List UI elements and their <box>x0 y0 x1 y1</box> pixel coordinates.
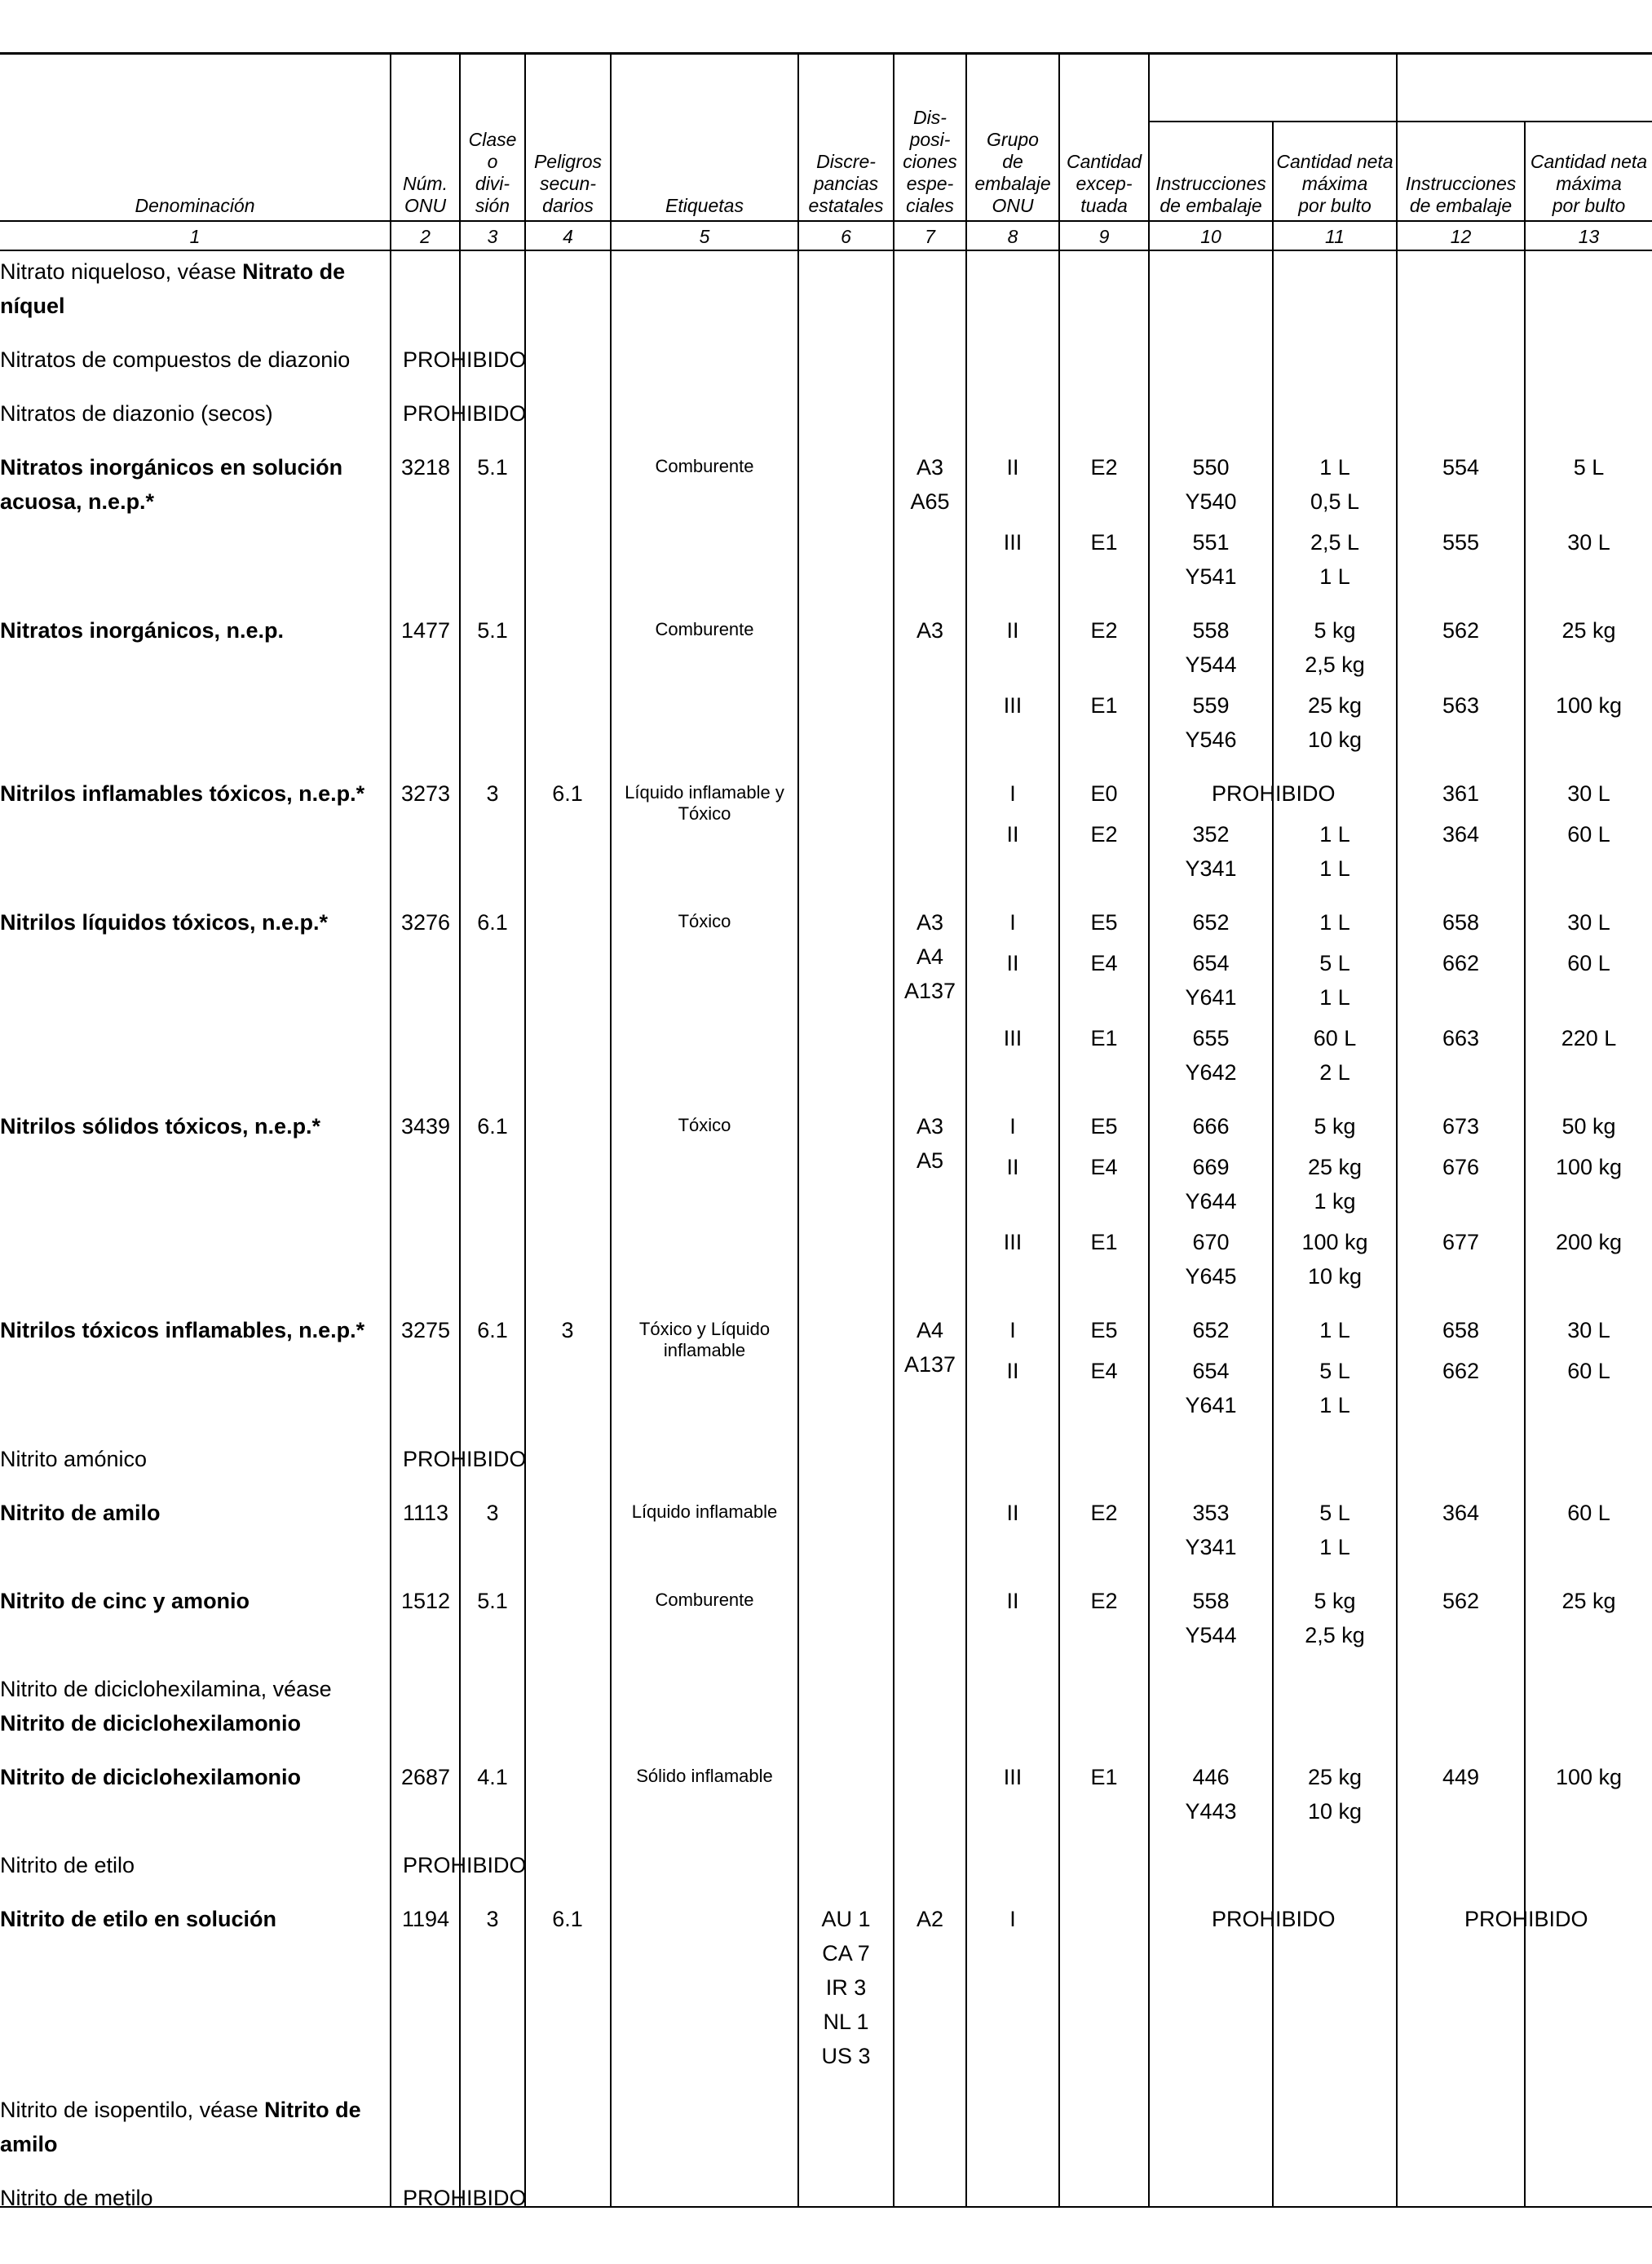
cargo-packing-instruction: 677 <box>1442 1230 1480 1254</box>
column-header-instrucciones-pasajeros: Instrucciones de embalaje <box>1155 173 1266 216</box>
pax-max-net-quantity: 5 kg <box>1314 618 1356 643</box>
pax-max-net-quantity: 1 L <box>1319 564 1350 589</box>
cargo-packing-instruction: 658 <box>1442 910 1480 935</box>
excepted-quantity: E1 <box>1090 530 1118 555</box>
hazard-label: Líquido inflamable <box>631 1501 778 1522</box>
cargo-max-net-quantity: 30 L <box>1567 781 1610 806</box>
pax-max-net-quantity: 10 kg <box>1307 1264 1363 1289</box>
class-division: 5.1 <box>477 455 508 480</box>
column-header-clase: Clase o divi- sión <box>468 129 517 216</box>
column-number-13: 13 <box>1578 226 1600 247</box>
packing-group: III <box>1003 693 1023 718</box>
special-provision: A3 <box>916 455 944 480</box>
pax-packing-instruction: 654 <box>1192 951 1230 975</box>
cargo-packing-instruction: 449 <box>1442 1765 1480 1789</box>
un-number: 3276 <box>400 910 451 935</box>
packing-group: I <box>1009 910 1016 935</box>
state-variation: US 3 <box>821 2044 871 2068</box>
column-header-etiquetas: Etiquetas <box>665 195 744 216</box>
hazard-label: Tóxico <box>678 911 731 931</box>
packing-group: I <box>1009 781 1016 806</box>
prohibido-label: PROHIBIDO <box>403 1447 527 1471</box>
entry-name: Nitrito de etilo <box>0 1853 135 1877</box>
pax-packing-instruction: 669 <box>1192 1155 1230 1179</box>
column-header-cantidad-neta-pasajeros: Cantidad neta máxima por bulto <box>1276 151 1394 216</box>
pax-max-net-quantity: 1 L <box>1319 455 1350 480</box>
cargo-packing-instruction: 562 <box>1442 1589 1480 1613</box>
pax-max-net-quantity: 1 kg <box>1314 1189 1356 1214</box>
excepted-quantity: E2 <box>1090 455 1118 480</box>
pax-max-net-quantity: 0,5 L <box>1310 489 1360 514</box>
excepted-quantity: E5 <box>1090 910 1118 935</box>
excepted-quantity: E1 <box>1090 693 1118 718</box>
special-provision: A3 <box>916 1114 944 1139</box>
pax-packing-instruction: 550 <box>1192 455 1230 480</box>
pax-max-net-quantity: 1 L <box>1319 1393 1350 1417</box>
prohibido-label: PROHIBIDO <box>1464 1907 1588 1931</box>
pax-packing-instruction: Y540 <box>1185 489 1237 514</box>
header-bottom-rule <box>0 220 1652 222</box>
prohibido-label: PROHIBIDO <box>403 401 527 426</box>
group-header-passenger <box>1150 64 1396 114</box>
entry-name: Nitrito de metilo <box>0 2186 153 2210</box>
special-provision: A4 <box>916 1318 944 1342</box>
entry-name: Nitrito amónico <box>0 1447 148 1471</box>
pax-packing-instruction: 559 <box>1192 693 1230 718</box>
packing-group: I <box>1009 1114 1016 1139</box>
column-number-7: 7 <box>925 226 935 247</box>
packing-group: II <box>1006 455 1019 480</box>
class-division: 3 <box>486 1907 499 1931</box>
packing-group: I <box>1009 1318 1016 1342</box>
packing-group: II <box>1006 1155 1019 1179</box>
state-variation: CA 7 <box>822 1941 870 1966</box>
pax-packing-instruction: 652 <box>1192 910 1230 935</box>
packing-group: III <box>1003 530 1023 555</box>
cargo-packing-instruction: 662 <box>1442 1359 1480 1383</box>
pax-max-net-quantity: 10 kg <box>1307 1799 1363 1824</box>
cargo-packing-instruction: 673 <box>1442 1114 1480 1139</box>
un-number: 3273 <box>400 781 451 806</box>
special-provision: A137 <box>903 979 956 1003</box>
column-header-disposiciones-especiales: Dis- posi- ciones espe- ciales <box>903 107 957 216</box>
column-number-3: 3 <box>487 226 498 247</box>
entry-name: Nitrito de diciclohexilamonio <box>0 1765 302 1789</box>
pax-packing-instruction: 446 <box>1192 1765 1230 1789</box>
cargo-max-net-quantity: 60 L <box>1567 1359 1610 1383</box>
column-divider <box>524 55 526 2206</box>
column-header-peligros-secundarios: Peligros secun- darios <box>533 151 603 216</box>
excepted-quantity: E2 <box>1090 822 1118 847</box>
pax-packing-instruction: Y544 <box>1185 652 1237 677</box>
pax-packing-instruction: Y541 <box>1185 564 1237 589</box>
pax-max-net-quantity: 60 L <box>1313 1026 1357 1050</box>
hazard-label: Tóxico y Líquido inflamable <box>638 1319 771 1360</box>
packing-group: III <box>1003 1765 1023 1789</box>
subsidiary-hazard: 6.1 <box>552 781 583 806</box>
un-number: 3218 <box>400 455 451 480</box>
pax-max-net-quantity: 2,5 kg <box>1305 1623 1365 1647</box>
prohibido-label: PROHIBIDO <box>403 1853 527 1877</box>
excepted-quantity: E4 <box>1090 1359 1118 1383</box>
column-header-discrepancias: Discre- pancias estatales <box>808 151 884 216</box>
special-provision: A2 <box>916 1907 944 1931</box>
special-provision: A65 <box>910 489 950 514</box>
subsidiary-hazard: 6.1 <box>552 1907 583 1931</box>
column-number-11: 11 <box>1325 226 1345 247</box>
un-number: 1477 <box>400 618 451 643</box>
cargo-max-net-quantity: 60 L <box>1567 951 1610 975</box>
packing-group: II <box>1006 1501 1019 1525</box>
pax-packing-instruction: 654 <box>1192 1359 1230 1383</box>
group-header-rule <box>1148 121 1652 122</box>
column-header-denominacion: Denominación <box>135 195 255 216</box>
pax-packing-instruction: Y641 <box>1185 985 1237 1010</box>
prohibido-label: PROHIBIDO <box>1212 781 1336 806</box>
packing-group: II <box>1006 822 1019 847</box>
class-division: 3 <box>486 1501 499 1525</box>
pax-packing-instruction: 670 <box>1192 1230 1230 1254</box>
excepted-quantity: E5 <box>1090 1318 1118 1342</box>
entry-name: Nitratos de compuestos de diazonio <box>0 347 351 372</box>
entry-name: Nitrilos líquidos tóxicos, n.e.p.* <box>0 910 329 935</box>
cargo-packing-instruction: 676 <box>1442 1155 1480 1179</box>
cargo-packing-instruction: 663 <box>1442 1026 1480 1050</box>
class-division: 5.1 <box>477 618 508 643</box>
excepted-quantity: E2 <box>1090 618 1118 643</box>
entry-name: Nitratos inorgánicos en solución acuosa, n.e.p.* <box>0 455 343 514</box>
cargo-max-net-quantity: 5 L <box>1573 455 1605 480</box>
pax-packing-instruction: 652 <box>1192 1318 1230 1342</box>
un-number: 3439 <box>400 1114 451 1139</box>
group-header-cargo <box>1398 64 1652 114</box>
special-provision: A4 <box>916 944 944 969</box>
column-header-grupo-embalaje: Grupo de embalaje ONU <box>974 129 1051 216</box>
pax-packing-instruction: Y443 <box>1185 1799 1237 1824</box>
cargo-max-net-quantity: 220 L <box>1561 1026 1617 1050</box>
special-provision: A137 <box>903 1352 956 1377</box>
pax-max-net-quantity: 2,5 L <box>1310 530 1360 555</box>
cargo-packing-instruction: 562 <box>1442 618 1480 643</box>
un-number: 1512 <box>400 1589 451 1613</box>
excepted-quantity: E0 <box>1090 781 1118 806</box>
class-division: 6.1 <box>477 1114 508 1139</box>
cargo-max-net-quantity: 100 kg <box>1555 693 1623 718</box>
pax-max-net-quantity: 5 L <box>1319 951 1350 975</box>
entry-name: Nitrilos tóxicos inflamables, n.e.p.* <box>0 1318 365 1342</box>
pax-packing-instruction: 353 <box>1192 1501 1230 1525</box>
column-number-2: 2 <box>420 226 431 247</box>
column-number-1: 1 <box>189 226 201 247</box>
column-number-4: 4 <box>563 226 573 247</box>
hazard-label: Tóxico <box>678 1115 731 1135</box>
excepted-quantity: E4 <box>1090 1155 1118 1179</box>
excepted-quantity: E2 <box>1090 1589 1118 1613</box>
cargo-max-net-quantity: 60 L <box>1567 1501 1610 1525</box>
state-variation: AU 1 <box>821 1907 871 1931</box>
cargo-packing-instruction: 563 <box>1442 693 1480 718</box>
pax-packing-instruction: Y341 <box>1185 856 1237 881</box>
cargo-max-net-quantity: 200 kg <box>1555 1230 1623 1254</box>
cargo-packing-instruction: 554 <box>1442 455 1480 480</box>
packing-group: III <box>1003 1230 1023 1254</box>
cargo-max-net-quantity: 50 kg <box>1561 1114 1616 1139</box>
cargo-max-net-quantity: 30 L <box>1567 1318 1610 1342</box>
pax-packing-instruction: 666 <box>1192 1114 1230 1139</box>
prohibido-label: PROHIBIDO <box>403 347 527 372</box>
state-variation: NL 1 <box>823 2010 869 2034</box>
entry-name: Nitrato niqueloso, véase Nitrato de níquel <box>0 259 346 318</box>
excepted-quantity: E1 <box>1090 1026 1118 1050</box>
cargo-max-net-quantity: 100 kg <box>1555 1765 1623 1789</box>
column-number-9: 9 <box>1098 226 1110 247</box>
cargo-packing-instruction: 361 <box>1442 781 1480 806</box>
un-number: 1194 <box>401 1907 450 1931</box>
un-number: 2687 <box>400 1765 451 1789</box>
column-header-instrucciones-carga: Instrucciones de embalaje <box>1405 173 1517 216</box>
hazard-label: Líquido inflamable y Tóxico <box>625 782 784 824</box>
pax-max-net-quantity: 5 kg <box>1314 1114 1356 1139</box>
pax-packing-instruction: Y642 <box>1185 1060 1237 1085</box>
pax-max-net-quantity: 1 L <box>1319 856 1350 881</box>
cargo-packing-instruction: 662 <box>1442 951 1480 975</box>
cargo-packing-instruction: 364 <box>1442 822 1480 847</box>
pax-packing-instruction: 551 <box>1192 530 1230 555</box>
cargo-packing-instruction: 364 <box>1442 1501 1480 1525</box>
numbers-bottom-rule <box>0 250 1652 251</box>
cargo-packing-instruction: 658 <box>1442 1318 1480 1342</box>
entry-name: Nitrito de cinc y amonio <box>0 1589 250 1613</box>
state-variation: IR 3 <box>825 1975 867 2000</box>
packing-group: II <box>1006 618 1019 643</box>
cargo-max-net-quantity: 25 kg <box>1561 618 1616 643</box>
excepted-quantity: E1 <box>1090 1765 1118 1789</box>
packing-group: II <box>1006 1589 1019 1613</box>
packing-group: III <box>1003 1026 1023 1050</box>
pax-packing-instruction: 655 <box>1192 1026 1230 1050</box>
column-number-6: 6 <box>841 226 851 247</box>
column-number-12: 12 <box>1450 226 1472 247</box>
pax-max-net-quantity: 1 L <box>1319 1535 1350 1559</box>
pax-max-net-quantity: 1 L <box>1319 985 1350 1010</box>
excepted-quantity: E4 <box>1090 951 1118 975</box>
entry-name: Nitrito de etilo en solución <box>0 1907 277 1931</box>
prohibido-label: PROHIBIDO <box>1212 1907 1336 1931</box>
class-division: 6.1 <box>477 910 508 935</box>
pax-max-net-quantity: 100 kg <box>1301 1230 1368 1254</box>
pax-packing-instruction: Y641 <box>1185 1393 1237 1417</box>
cargo-max-net-quantity: 30 L <box>1567 910 1610 935</box>
subsidiary-hazard: 3 <box>561 1318 574 1342</box>
pax-packing-instruction: Y546 <box>1185 727 1237 752</box>
pax-max-net-quantity: 10 kg <box>1307 727 1363 752</box>
pax-max-net-quantity: 25 kg <box>1307 693 1363 718</box>
un-number: 3275 <box>400 1318 451 1342</box>
column-header-num-onu: Núm. ONU <box>403 173 448 216</box>
pax-packing-instruction: 558 <box>1192 1589 1230 1613</box>
excepted-quantity: E1 <box>1090 1230 1118 1254</box>
column-number-5: 5 <box>699 226 710 247</box>
cargo-max-net-quantity: 30 L <box>1567 530 1610 555</box>
class-division: 3 <box>486 781 499 806</box>
pax-max-net-quantity: 25 kg <box>1307 1155 1363 1179</box>
packing-group: I <box>1009 1907 1016 1931</box>
entry-name: Nitrilos inflamables tóxicos, n.e.p.* <box>0 781 365 806</box>
entry-name: Nitratos de diazonio (secos) <box>0 401 273 426</box>
cargo-max-net-quantity: 60 L <box>1567 822 1610 847</box>
entry-name: Nitrito de amilo <box>0 1501 161 1525</box>
pax-max-net-quantity: 1 L <box>1319 910 1350 935</box>
pax-packing-instruction: Y341 <box>1185 1535 1237 1559</box>
pax-packing-instruction: 352 <box>1192 822 1230 847</box>
entry-name: Nitrito de diciclohexilamina, véase Nitrito de diciclohexilamonio <box>0 1677 332 1736</box>
pax-max-net-quantity: 1 L <box>1319 1318 1350 1342</box>
cargo-max-net-quantity: 25 kg <box>1561 1589 1616 1613</box>
entry-name: Nitratos inorgánicos, n.e.p. <box>0 618 285 643</box>
pax-packing-instruction: 558 <box>1192 618 1230 643</box>
entry-name: Nitrilos sólidos tóxicos, n.e.p.* <box>0 1114 321 1139</box>
class-division: 4.1 <box>477 1765 508 1789</box>
pax-packing-instruction: Y544 <box>1185 1623 1237 1647</box>
entry-name: Nitrito de isopentilo, véase Nitrito de amilo <box>0 2098 361 2156</box>
cargo-packing-instruction: 555 <box>1442 530 1480 555</box>
packing-group: II <box>1006 951 1019 975</box>
header-rule <box>0 52 1652 55</box>
prohibido-label: PROHIBIDO <box>403 2186 527 2210</box>
column-header-cantidad-exceptuada: Cantidad excep- tuada <box>1066 151 1142 216</box>
cargo-max-net-quantity: 100 kg <box>1555 1155 1623 1179</box>
hazard-label: Comburente <box>655 456 754 476</box>
pax-max-net-quantity: 25 kg <box>1307 1765 1363 1789</box>
pax-packing-instruction: Y644 <box>1185 1189 1237 1214</box>
column-number-8: 8 <box>1007 226 1018 247</box>
pax-max-net-quantity: 2 L <box>1319 1060 1350 1085</box>
pax-packing-instruction: Y645 <box>1185 1264 1237 1289</box>
special-provision: A3 <box>916 618 944 643</box>
pax-max-net-quantity: 1 L <box>1319 822 1350 847</box>
column-number-10: 10 <box>1200 226 1221 247</box>
class-division: 5.1 <box>477 1589 508 1613</box>
pax-max-net-quantity: 5 L <box>1319 1359 1350 1383</box>
pax-max-net-quantity: 5 L <box>1319 1501 1350 1525</box>
pax-max-net-quantity: 2,5 kg <box>1305 652 1365 677</box>
class-division: 6.1 <box>477 1318 508 1342</box>
excepted-quantity: E2 <box>1090 1501 1118 1525</box>
un-number: 1113 <box>402 1501 449 1525</box>
pax-max-net-quantity: 5 kg <box>1314 1589 1356 1613</box>
hazard-label: Sólido inflamable <box>636 1766 773 1786</box>
hazard-label: Comburente <box>655 619 754 639</box>
column-header-cantidad-neta-carga: Cantidad neta máxima por bulto <box>1530 151 1648 216</box>
excepted-quantity: E5 <box>1090 1114 1118 1139</box>
special-provision: A3 <box>916 910 944 935</box>
hazard-label: Comburente <box>655 1590 754 1610</box>
packing-group: II <box>1006 1359 1019 1383</box>
special-provision: A5 <box>916 1148 944 1173</box>
column-divider <box>797 55 799 2206</box>
